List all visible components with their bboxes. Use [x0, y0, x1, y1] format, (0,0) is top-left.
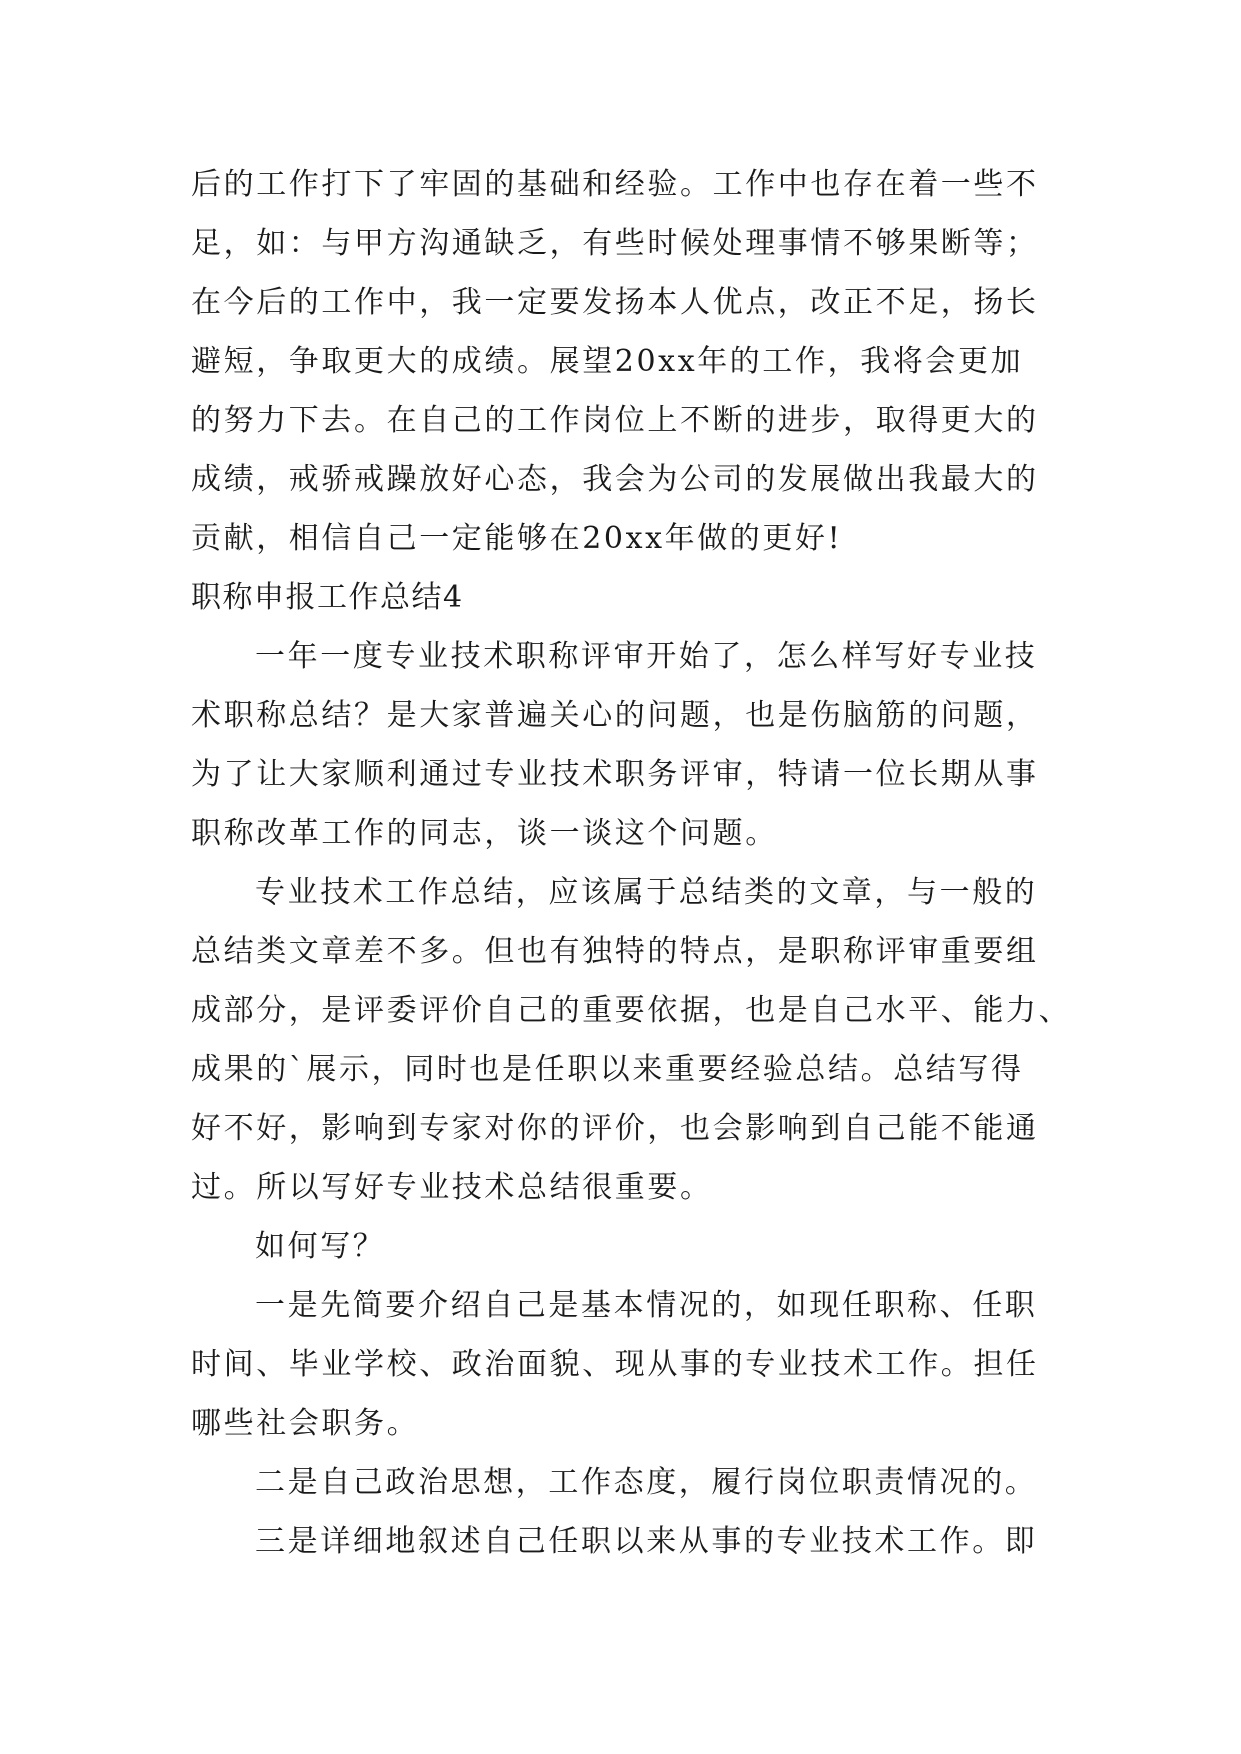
paragraph-3: [191, 1217, 1071, 1276]
paragraph-5: [191, 1453, 1071, 1512]
document-page: [191, 155, 1071, 1571]
text-line: 一年一度专业技术职称评审开始了，怎么样写好专业技: [255, 639, 1038, 674]
text-line: 如何写？: [255, 1229, 386, 1264]
paragraph-2: [191, 863, 1071, 1217]
text-line: 三是详细地叙述自己任职以来从事的专业技术工作。即: [255, 1524, 1038, 1559]
text-line: 为了让大家顺利通过专业技术职务评审，特请一位长期从事: [191, 757, 1039, 792]
text-line: 后的工作打下了牢固的基础和经验。工作中也存在着一些不: [191, 167, 1039, 202]
text-line: 一是先简要介绍自己是基本情况的，如现任职称、任职: [255, 1288, 1038, 1323]
paragraph-1: [191, 627, 1071, 863]
text-line: 贡献，相信自己一定能够在20xx年做的更好!: [191, 521, 843, 556]
text-line: 的努力下去。在自己的工作岗位上不断的进步，取得更大的: [191, 403, 1039, 438]
text-line: 二是自己政治思想，工作态度，履行岗位职责情况的。: [255, 1465, 1038, 1500]
text-line: 术职称总结？是大家普遍关心的问题，也是伤脑筋的问题，: [191, 698, 1039, 733]
paragraph-6: [191, 1512, 1071, 1571]
text-line: 哪些社会职务。: [191, 1406, 420, 1441]
paragraph-4: [191, 1276, 1071, 1453]
text-line: 成绩，戒骄戒躁放好心态，我会为公司的发展做出我最大的: [191, 462, 1039, 497]
text-line: 时间、毕业学校、政治面貌、现从事的专业技术工作。担任: [191, 1347, 1039, 1382]
section-heading: 职称申报工作总结4: [191, 580, 464, 615]
text-line: 总结类文章差不多。但也有独特的特点，是职称评审重要组: [191, 934, 1039, 969]
text-line: 专业技术工作总结，应该属于总结类的文章，与一般的: [255, 875, 1038, 910]
text-line: 过。所以写好专业技术总结很重要。: [191, 1170, 713, 1205]
text-line: 成果的`展示，同时也是任职以来重要经验总结。总结写得: [191, 1052, 1024, 1087]
intro-paragraph: [191, 155, 1071, 568]
text-line: 成部分，是评委评价自己的重要依据，也是自己水平、能力、: [191, 993, 1071, 1028]
text-line: 在今后的工作中，我一定要发扬本人优点，改正不足，扬长: [191, 285, 1039, 320]
text-line: 职称改革工作的同志，谈一谈这个问题。: [191, 816, 778, 851]
text-line: 避短，争取更大的成绩。展望20xx年的工作，我将会更加: [191, 344, 1024, 379]
text-line: 好不好，影响到专家对你的评价，也会影响到自己能不能通: [191, 1111, 1039, 1146]
text-line: 足，如：与甲方沟通缺乏，有些时候处理事情不够果断等；: [191, 226, 1039, 261]
